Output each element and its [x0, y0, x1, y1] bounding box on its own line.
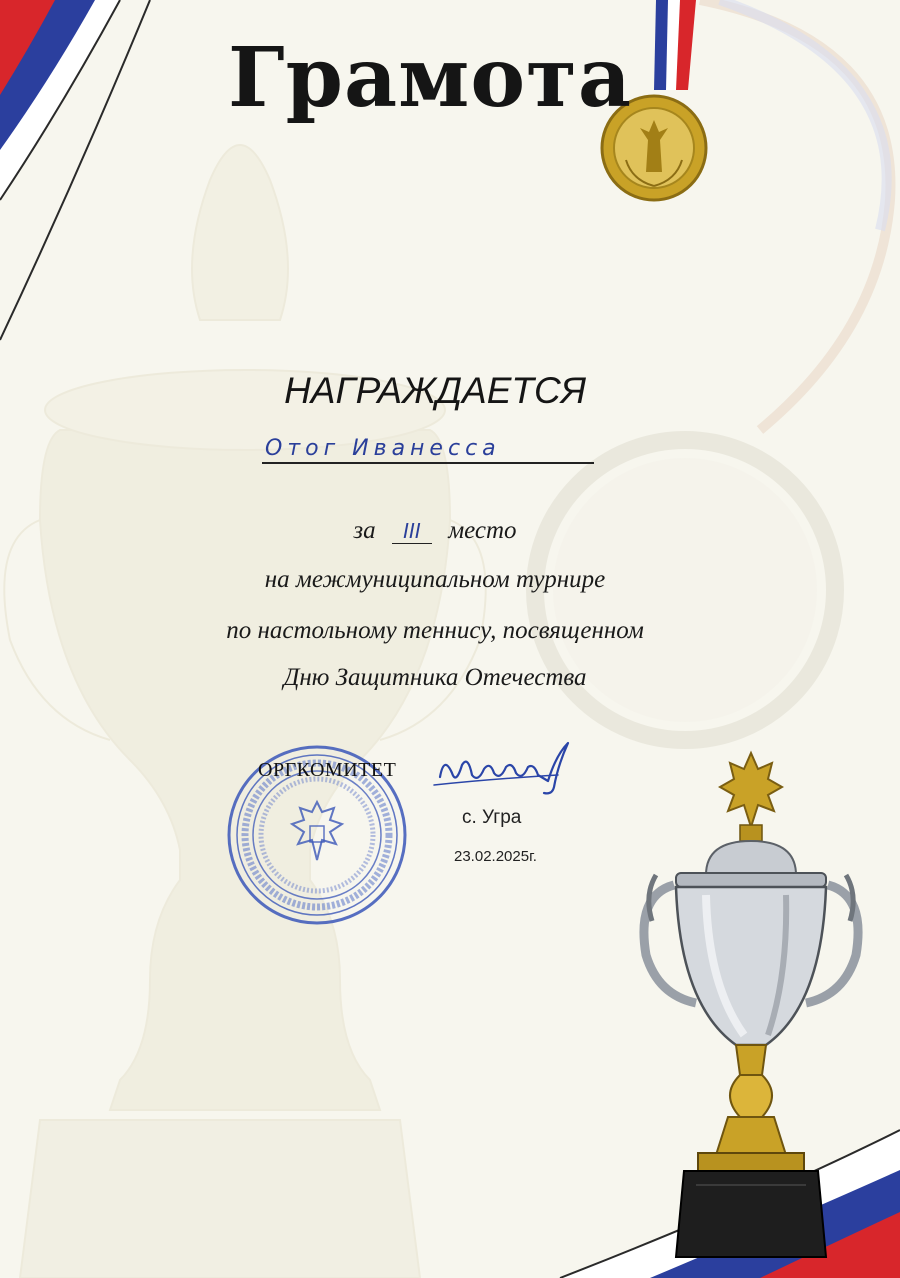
holiday-line: Дню Защитника Отечества [283, 664, 587, 691]
sport-line: по настольному теннису, посвященном [226, 617, 644, 644]
recipient-name: Отог Иванесса [265, 436, 501, 461]
place-value: III [392, 519, 432, 544]
za-text: за [353, 517, 376, 544]
place-line [0, 517, 870, 545]
signature-icon [430, 735, 590, 805]
mesto-text: место [448, 517, 517, 544]
awarded-heading: НАГРАЖДАЕТСЯ [284, 370, 586, 411]
trophy-cup-icon [636, 745, 866, 1265]
issue-date: 23.02.2025г. [454, 848, 537, 865]
certificate-title: Грамота [228, 30, 632, 126]
village-name: с. Угра [462, 807, 522, 828]
organizing-committee-label: ОРГКОМИТЕТ [258, 759, 397, 781]
tournament-line: на межмуниципальном турнире [264, 566, 606, 593]
